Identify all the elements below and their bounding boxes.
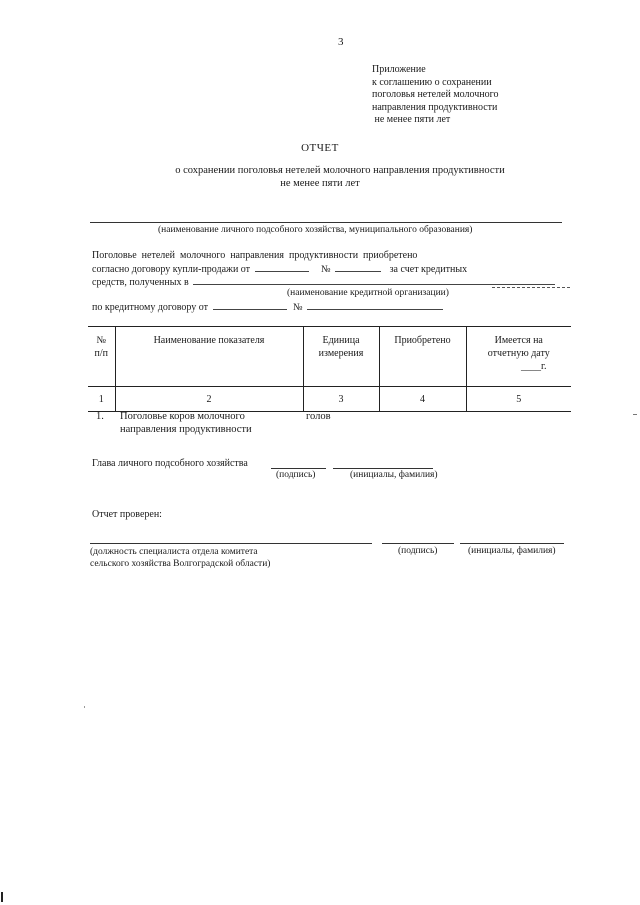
loan-number-label: № [293,302,303,313]
subtitle-line1: о сохранении поголовья нетелей молочного направления продуктивности [175,165,505,176]
row1-name-line: направления продуктивности [120,424,252,435]
header-text: измерения [318,348,364,359]
head-sign-caption: (подпись) [276,470,316,480]
subtitle-line2: не менее пяти лет [280,178,360,189]
head-signature-field[interactable] [271,468,326,469]
bank-caption: (наименование кредитной организации) [287,288,449,298]
row1-number: 1. [96,411,104,422]
header-cell [115,327,303,387]
head-name-field[interactable] [333,468,433,469]
intro-line1: Поголовье нетелей молочного направления продуктивности приобретено [92,250,418,261]
report-table [88,326,571,412]
inspector-name-field[interactable] [460,543,564,544]
column-number: 1 [88,387,115,412]
appendix-line: направления продуктивности [372,101,498,113]
row1-name [120,410,252,436]
scan-mark [633,414,637,415]
appendix-line: не менее пяти лет [372,114,451,125]
header-text: п/п [94,348,108,359]
head-signature-label: Глава личного подсобного хозяйства [92,458,248,469]
contract-date-label: согласно договору купли-продажи от [92,264,251,275]
header-text: Единица [322,335,360,346]
farm-name-caption: (наименование личного подсобного хозяйства, муниципального образования) [158,225,473,235]
column-number: 2 [115,387,303,412]
contract-number-field[interactable] [335,262,381,272]
head-name-caption: (инициалы, фамилия) [350,470,438,480]
table-column-numbers-row [88,387,571,412]
appendix-line: поголовья нетелей молочного [372,89,499,100]
table-header-row [88,327,571,387]
contract-date-field[interactable] [255,262,309,272]
appendix-note [372,64,498,127]
report-title: ОТЧЕТ [301,142,339,154]
loan-date-label: по кредитному договору от [92,302,209,313]
header-text: ____г. [521,361,547,372]
loan-number-field[interactable] [307,300,443,310]
column-number: 4 [379,387,466,412]
header-text: № [96,335,107,346]
loan-date-field[interactable] [213,300,287,310]
row1-unit: голов [306,411,331,422]
header-text: Приобретено [394,335,451,346]
report-checked-label: Отчет проверен: [92,509,162,520]
intro-line3 [92,275,555,288]
report-subtitle [0,164,640,190]
row1-name-line: Поголовье коров молочного [120,411,245,422]
bank-label: средств, полученных в [92,277,189,288]
inspector-sign-caption: (подпись) [398,546,438,556]
inspector-position-line: (должность специалиста отдела комитета [90,547,258,557]
header-text: отчетную дату [487,348,550,359]
inspector-signature-field[interactable] [382,543,454,544]
header-cell [466,327,571,387]
intro-line2 [92,262,467,275]
contract-number-label: № [321,264,331,275]
header-cell [303,327,379,387]
inspector-name-caption: (инициалы, фамилия) [468,546,556,556]
inspector-position-caption [90,546,270,570]
header-text: Наименование показателя [153,335,265,346]
header-text: Имеется на [494,335,543,346]
page-number: 3 [338,36,344,48]
header-cell [379,327,466,387]
bank-line-extension [492,287,570,288]
inspector-position-field[interactable] [90,543,372,544]
scan-mark [1,892,3,902]
appendix-line: Приложение [372,64,426,75]
column-number: 5 [466,387,571,412]
farm-name-line [90,222,562,223]
appendix-line: к соглашению о сохранении [372,76,492,88]
credit-funds-label: за счет кредитных [389,264,468,275]
scan-mark [84,706,85,708]
header-cell [88,327,115,387]
column-number: 3 [303,387,379,412]
inspector-position-line: сельского хозяйства Волгоградской области) [90,559,271,569]
intro-line4 [92,300,443,313]
bank-name-field[interactable] [193,275,555,285]
